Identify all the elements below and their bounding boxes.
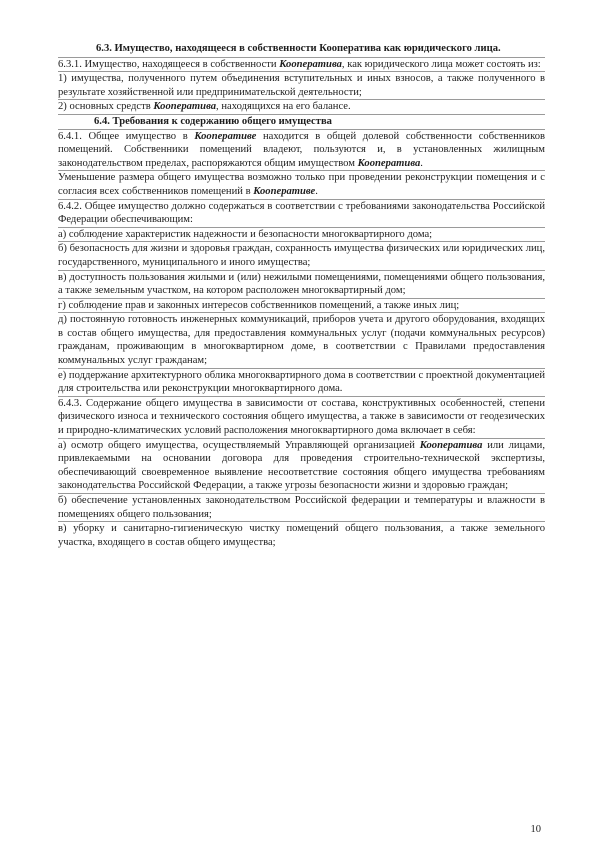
list-item-6-4-3-a: а) осмотр общего имущества, осуществляемый Управляющей организацией Кооператива или лицами, привлекаемыми на основании договора для проведения строительно-технической экспертизы, обеспечивающий своевременное выявление несоответствие состояния общего имущества требованиям законодательства Российской Федерации, а также угрозы безопасности жизни и здоровью граждан; <box>58 439 545 492</box>
list-item-6-4-2-d: д) постоянную готовность инженерных коммуникаций, приборов учета и другого оборудования, входящих в состав общего имущества, для предоставления коммунальных услуг (подачи коммунальных ресурсов) гражданам, проживающим в многоквартирном доме, в соответствии с Правилами предоставления коммунальных услуг гражданам; <box>58 314 545 367</box>
list-item-6-4-2-a: а) соблюдение характеристик надежности и безопасности многоквартирного дома; <box>58 228 433 240</box>
emphasis-cooperative: Кооператива <box>153 101 217 113</box>
list-item-6-4-3-b: б) обеспечение установленных законодательством Российской федерации и температуры и влажности в помещениях общего пользования; <box>58 495 545 520</box>
emphasis-cooperative: Кооперативе <box>194 130 257 142</box>
list-item-6-4-2-g: г) соблюдение прав и законных интересов собственников помещений, а также иных лиц; <box>58 299 460 311</box>
list-item-6-3-1-2: 2) основных средств Кооператива, находящихся на его балансе. <box>58 101 351 113</box>
list-item-6-4-2-v: в) доступность пользования жилыми и (или) нежилыми помещениями, помещениями общего пользования, а также земельным участком, на котором расположен многоквартирный дом; <box>58 271 545 297</box>
paragraph-6-4-1: 6.4.1. Общее имущество в Кооперативе находится в общей долевой собственности собственников помещений. Собственники помещений владеют, пользуются и, в установленных жилищным законодательством пределах, распоряжаются общим имуществом Кооператива. <box>58 130 546 169</box>
list-item-6-4-3-v: в) уборку и санитарно-гигиеническую чистку помещений общего пользования, а также земельного участка, входящего в состав общего имущества; <box>58 523 545 548</box>
list-item-6-4-2-e: е) поддержание архитектурного облика многоквартирного дома в соответствии с проектной документацией для строительства или реконструкции многоквартирного дома. <box>58 369 545 395</box>
list-item-6-4-2-b: б) безопасность для жизни и здоровья граждан, сохранность имущества физических или юридических лиц, государственного, муниципального и иного имущества; <box>58 243 545 268</box>
page-number: 10 <box>530 824 541 835</box>
paragraph-6-4-2: 6.4.2. Общее имущество должно содержаться в соответствии с требованиями законодательства Российской Федерации обеспечивающим: <box>58 200 545 226</box>
section-heading-6-4: 6.4. Требования к содержанию общего имущества <box>94 115 332 127</box>
paragraph-6-4-1-continued: Уменьшение размера общего имущества возможно только при проведении реконструкции помещения и с согласия всех собственников помещений в Кооперативе. <box>58 172 545 197</box>
emphasis-cooperative: Кооператива <box>357 157 421 169</box>
paragraph-6-3-1: 6.3.1. Имущество, находящееся в собственности Кооператива, как юридического лица может состоять из: <box>58 58 541 70</box>
paragraph-6-4-3: 6.4.3. Содержание общего имущества в зависимости от состава, конструктивных особенностей, степени физического износа и технического состояния общего имущества, а также в зависимости от геодезических и природно-климатических условий расположения многоквартирного дома включает в себя: <box>58 397 545 437</box>
list-item-6-3-1-1: 1) имущества, полученного путем объединения вступительных и иных взносов, а также полученного в результате хозяйственной или предпринимательской деятельности; <box>58 73 545 98</box>
emphasis-cooperative: Кооперативе <box>253 185 316 197</box>
emphasis-cooperative: Кооператива <box>419 439 483 451</box>
section-heading-6-3: 6.3. Имущество, находящееся в собственности Кооператива как юридического лица. <box>96 43 501 54</box>
emphasis-cooperative: Кооператива <box>279 58 342 70</box>
document-body <box>58 42 545 549</box>
